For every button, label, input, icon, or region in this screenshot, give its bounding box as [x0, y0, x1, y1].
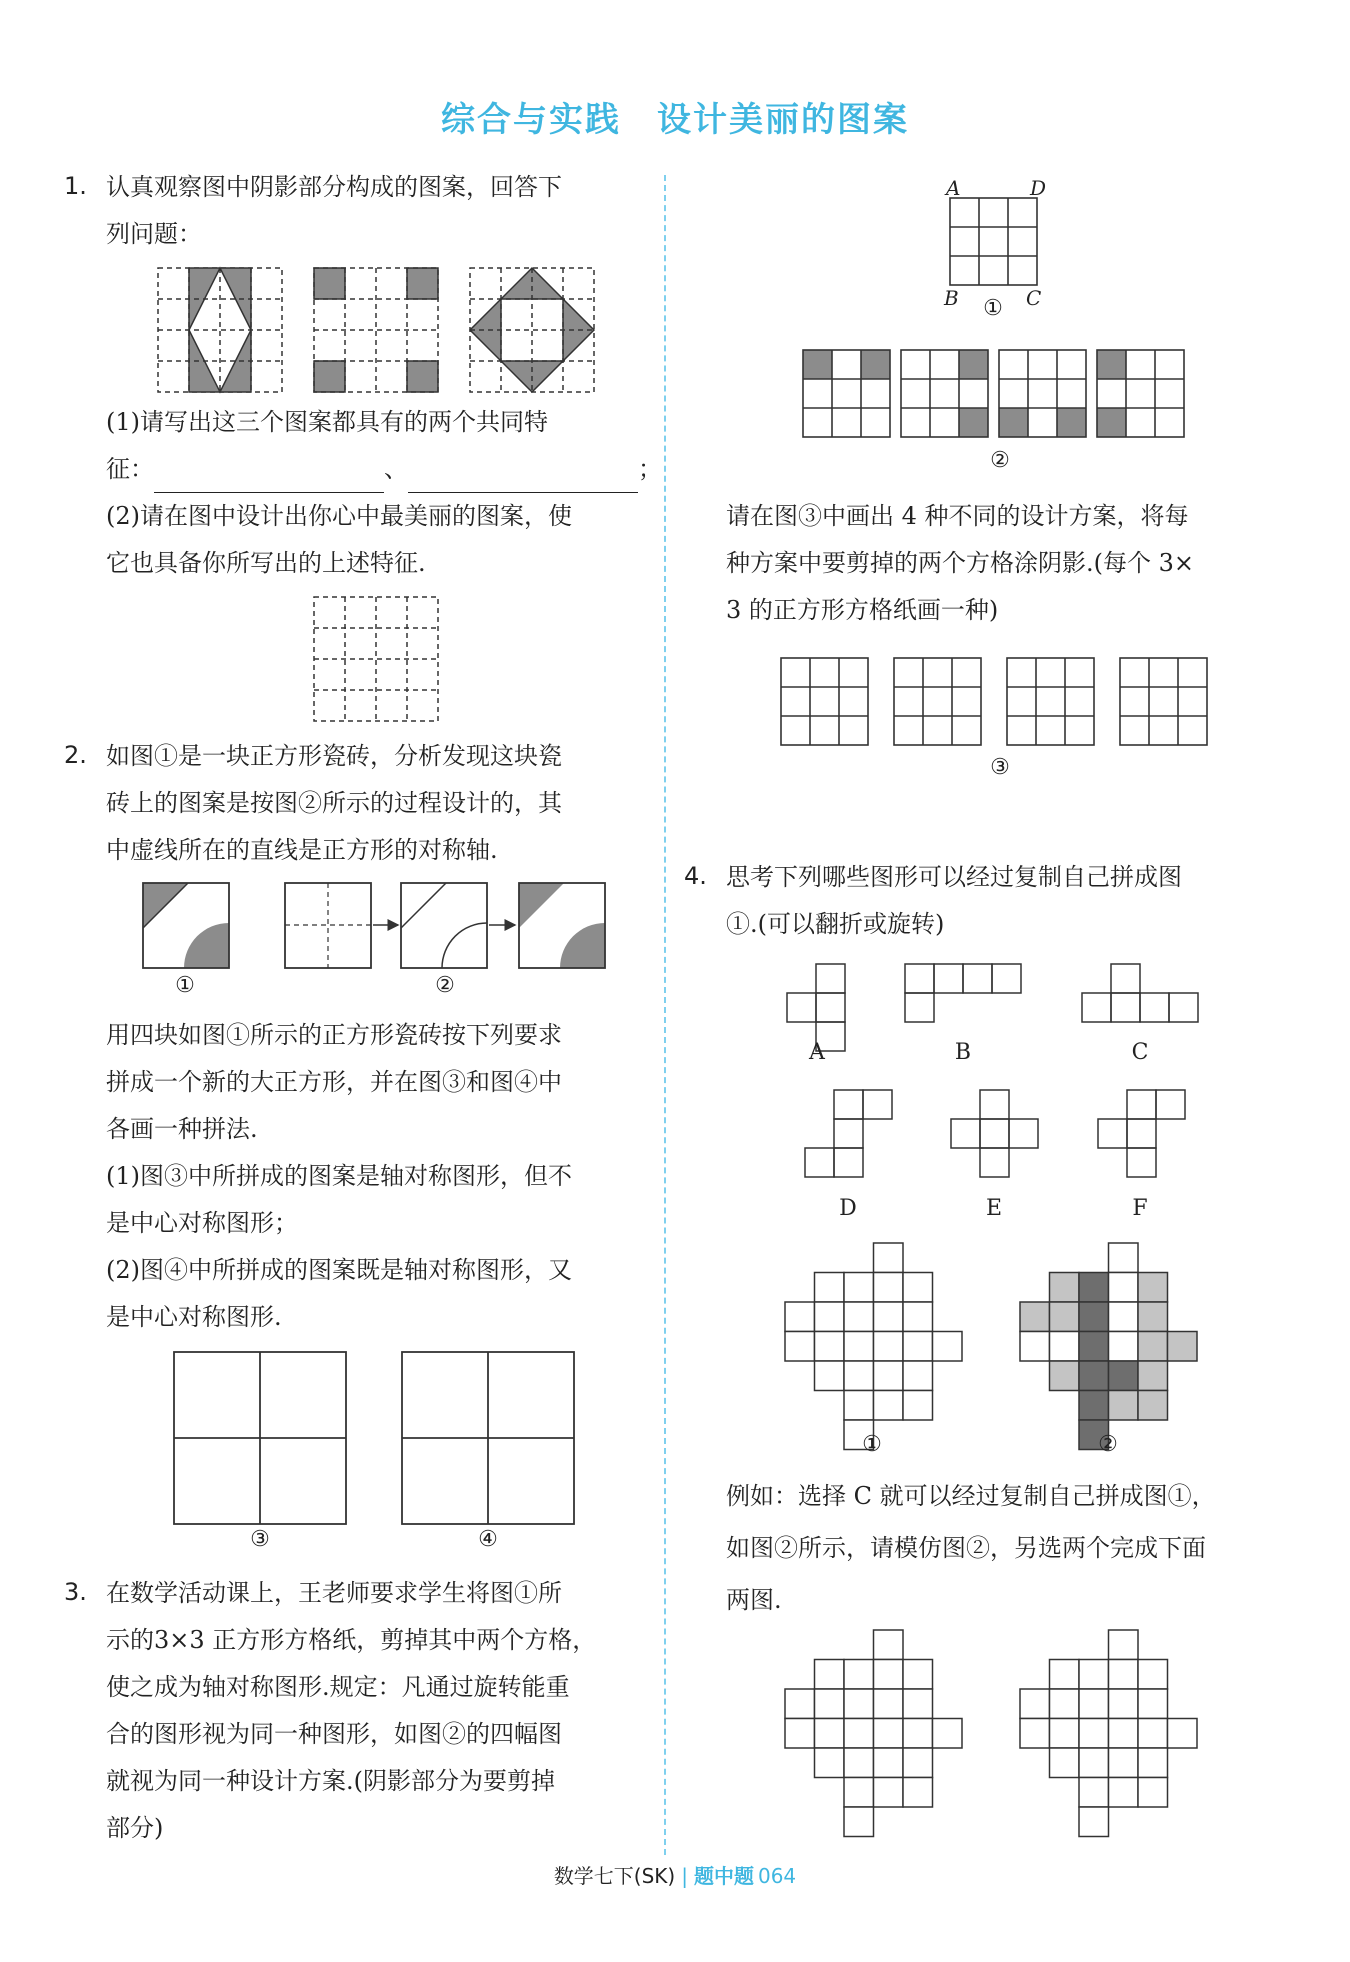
grid-cell	[1050, 1660, 1080, 1690]
grid-cell	[1138, 1332, 1168, 1362]
grid-cell	[1109, 1243, 1139, 1273]
grid-cell	[1079, 1748, 1109, 1778]
q4-composite-2	[1020, 1243, 1197, 1450]
grid-cell	[903, 1689, 933, 1719]
grid-cell	[1020, 1332, 1050, 1362]
grid-cell	[815, 1719, 845, 1749]
q4-option-e: E	[985, 1196, 1003, 1221]
grid-cell	[874, 1778, 904, 1808]
grid-cell	[1168, 1332, 1198, 1362]
q1-part1-end: ；	[638, 455, 662, 483]
grid-cell	[874, 1391, 904, 1421]
grid-cell	[1079, 1332, 1109, 1362]
grid-cell	[1079, 1302, 1109, 1332]
grid-cell	[1050, 1748, 1080, 1778]
grid-cell	[1050, 1361, 1080, 1391]
grid-cell	[1079, 1778, 1109, 1808]
grid-cell	[903, 1748, 933, 1778]
grid-cell	[1050, 1332, 1080, 1362]
q4-answer-grid-1[interactable]	[785, 1630, 962, 1837]
q2-caption-1: ①	[175, 973, 195, 998]
grid-cell	[874, 1660, 904, 1690]
q4-answer-grid-2[interactable]	[1020, 1630, 1197, 1837]
q3-intro-line4: 合的图形视为同一种图形，如图②的四幅图	[106, 1720, 562, 1748]
grid-cell	[874, 1689, 904, 1719]
grid-cell	[1079, 1391, 1109, 1421]
grid-cell	[785, 1719, 815, 1749]
q3-task-line1: 请在图③中画出 4 种不同的设计方案，将每	[726, 502, 1189, 530]
q4-option-c-shape	[1082, 964, 1198, 1022]
grid-cell	[785, 1302, 815, 1332]
grid-cell	[874, 1332, 904, 1362]
grid-cell	[844, 1689, 874, 1719]
q2-body-line3: 各画一种拼法.	[106, 1115, 258, 1143]
title-left: 综合与实践	[441, 100, 621, 140]
q1-number: 1.	[64, 172, 87, 200]
q2-intro-line3: 中虚线所在的直线是正方形的对称轴.	[106, 836, 498, 864]
grid-cell	[903, 1391, 933, 1421]
footer-brand: 题中题	[693, 1864, 754, 1888]
grid-cell	[874, 1361, 904, 1391]
grid-cell	[1138, 1778, 1168, 1808]
grid-cell	[844, 1778, 874, 1808]
grid-cell	[1168, 1719, 1198, 1749]
grid-cell	[1079, 1689, 1109, 1719]
grid-cell	[1138, 1273, 1168, 1303]
grid-cell	[1138, 1689, 1168, 1719]
q3-intro-line5: 就视为同一种设计方案.(阴影部分为要剪掉	[106, 1767, 555, 1795]
grid-cell	[844, 1361, 874, 1391]
q2-req2-line1: (2)图④中所拼成的图案既是轴对称图形，又	[106, 1256, 572, 1284]
grid-cell	[1109, 1361, 1139, 1391]
q2-intro-line1: 如图①是一块正方形瓷砖，分析发现这块瓷	[106, 742, 562, 770]
q2-req1-line1: (1)图③中所拼成的图案是轴对称图形，但不	[106, 1162, 572, 1190]
grid-cell	[1109, 1748, 1139, 1778]
q4-composite-1	[785, 1243, 962, 1450]
grid-cell	[1020, 1302, 1050, 1332]
q3-label-d: D	[1030, 176, 1047, 200]
grid-cell	[1109, 1391, 1139, 1421]
q4-option-b-shape	[905, 964, 1021, 1022]
q3-task-line3: 3 的正方形方格纸画一种)	[726, 596, 999, 624]
q2-number: 2.	[64, 741, 87, 769]
grid-cell	[1138, 1391, 1168, 1421]
grid-cell	[815, 1302, 845, 1332]
q4-option-e-shape	[951, 1090, 1038, 1177]
q2-req1-line2: 是中心对称图形；	[106, 1209, 298, 1237]
grid-cell	[903, 1660, 933, 1690]
q4-option-f-shape	[1098, 1090, 1185, 1177]
grid-cell	[844, 1719, 874, 1749]
q1-part1-line1: (1)请写出这三个图案都具有的两个共同特	[106, 408, 548, 436]
grid-cell	[903, 1332, 933, 1362]
grid-cell	[844, 1302, 874, 1332]
q4-option-d-shape	[805, 1090, 892, 1177]
q2-body-line2: 拼成一个新的大正方形，并在图③和图④中	[106, 1068, 562, 1096]
q1-part2-line1: (2)请在图中设计出你心中最美丽的图案，使	[106, 502, 572, 530]
q1-intro-line1: 认真观察图中阴影部分构成的图案，回答下	[106, 173, 562, 201]
grid-cell	[874, 1243, 904, 1273]
q4-option-b: B	[954, 1040, 972, 1065]
grid-cell	[874, 1302, 904, 1332]
grid-cell	[815, 1332, 845, 1362]
grid-cell	[815, 1748, 845, 1778]
grid-cell	[1050, 1273, 1080, 1303]
q4-option-c: C	[1131, 1040, 1149, 1065]
q4-option-d: D	[839, 1196, 857, 1221]
grid-cell	[1109, 1778, 1139, 1808]
q4-example-line2: 如图②所示，请模仿图②，另选两个完成下面	[726, 1534, 1206, 1562]
grid-cell	[1020, 1719, 1050, 1749]
q3-label-a: A	[946, 176, 961, 200]
grid-cell	[844, 1391, 874, 1421]
grid-cell	[874, 1748, 904, 1778]
grid-cell	[1109, 1689, 1139, 1719]
grid-cell	[815, 1689, 845, 1719]
grid-cell	[933, 1332, 963, 1362]
q2-body-line1: 用四块如图①所示的正方形瓷砖按下列要求	[106, 1021, 562, 1049]
q3-intro-line1: 在数学活动课上，王老师要求学生将图①所	[106, 1579, 562, 1607]
grid-cell	[1079, 1660, 1109, 1690]
grid-cell	[785, 1689, 815, 1719]
q3-caption-2: ②	[990, 448, 1010, 473]
title-right: 设计美丽的图案	[657, 100, 909, 140]
grid-cell	[844, 1748, 874, 1778]
grid-cell	[1109, 1273, 1139, 1303]
q3-intro-line6: 部分)	[106, 1814, 164, 1842]
q1-part1-separator: 、	[384, 455, 408, 483]
page-footer	[0, 1860, 1350, 1889]
q3-intro-line2: 示的3×3 正方形方格纸，剪掉其中两个方格，	[106, 1626, 597, 1654]
grid-cell	[1109, 1630, 1139, 1660]
grid-cell	[1050, 1719, 1080, 1749]
grid-cell	[903, 1778, 933, 1808]
q3-label-c: C	[1026, 286, 1042, 310]
grid-cell	[1079, 1361, 1109, 1391]
grid-cell	[903, 1302, 933, 1332]
grid-cell	[1050, 1689, 1080, 1719]
q4-caption-2: ②	[1098, 1432, 1118, 1457]
grid-cell	[1109, 1719, 1139, 1749]
grid-cell	[815, 1273, 845, 1303]
grid-cell	[1079, 1807, 1109, 1837]
q1-part2-line2: 它也具备你所写出的上述特征.	[106, 549, 426, 577]
grid-cell	[815, 1361, 845, 1391]
q3-intro-line3: 使之成为轴对称图形.规定：凡通过旋转能重	[106, 1673, 570, 1701]
q2-caption-2: ②	[435, 973, 455, 998]
q3-caption-1: ①	[983, 296, 1003, 321]
footer-subject: 数学七下(SK)	[553, 1864, 676, 1888]
q1-part1-line2: 征：	[106, 455, 154, 483]
grid-cell	[874, 1273, 904, 1303]
grid-cell	[1138, 1719, 1168, 1749]
q4-intro-line2: ①.(可以翻折或旋转)	[726, 910, 945, 938]
q4-example	[726, 1470, 1216, 1626]
grid-cell	[785, 1332, 815, 1362]
q4-example-line3: 两图.	[726, 1586, 782, 1614]
grid-cell	[903, 1273, 933, 1303]
q4-option-a: A	[809, 1040, 825, 1065]
q2-caption-3: ③	[250, 1527, 270, 1552]
q4-number: 4.	[684, 862, 707, 890]
footer-page-number: 064	[757, 1864, 797, 1888]
grid-cell	[933, 1719, 963, 1749]
grid-cell	[815, 1660, 845, 1690]
q3-label-b: B	[944, 286, 959, 310]
q1-intro-line2: 列问题：	[106, 220, 202, 248]
grid-cell	[1138, 1361, 1168, 1391]
grid-cell	[903, 1361, 933, 1391]
grid-cell	[1138, 1660, 1168, 1690]
grid-cell	[1109, 1332, 1139, 1362]
grid-cell	[844, 1660, 874, 1690]
q4-caption-1: ①	[862, 1432, 882, 1457]
grid-cell	[844, 1332, 874, 1362]
grid-cell	[1109, 1660, 1139, 1690]
grid-cell	[844, 1273, 874, 1303]
grid-cell	[1020, 1689, 1050, 1719]
q2-intro-line2: 砖上的图案是按图②所示的过程设计的，其	[106, 789, 562, 817]
grid-cell	[903, 1719, 933, 1749]
grid-cell	[1138, 1748, 1168, 1778]
q2-req2-line2: 是中心对称图形.	[106, 1303, 282, 1331]
footer-separator: |	[681, 1864, 688, 1888]
grid-cell	[1079, 1273, 1109, 1303]
q4-option-a-shape	[787, 964, 845, 1051]
q2-caption-4: ④	[478, 1527, 498, 1552]
q4-option-f: F	[1132, 1196, 1148, 1221]
q4-example-line1: 例如：选择 C 就可以经过复制自己拼成图①，	[726, 1482, 1216, 1510]
grid-cell	[1050, 1302, 1080, 1332]
q3-caption-3: ③	[990, 755, 1010, 780]
grid-cell	[844, 1807, 874, 1837]
grid-cell	[874, 1630, 904, 1660]
grid-cell	[1138, 1302, 1168, 1332]
q4-intro-line1: 思考下列哪些图形可以经过复制自己拼成图	[726, 863, 1182, 891]
grid-cell	[1079, 1719, 1109, 1749]
q3-number: 3.	[64, 1578, 87, 1606]
q3-task-line2: 种方案中要剪掉的两个方格涂阴影.(每个 3×	[726, 549, 1194, 577]
grid-cell	[1109, 1302, 1139, 1332]
grid-cell	[874, 1719, 904, 1749]
